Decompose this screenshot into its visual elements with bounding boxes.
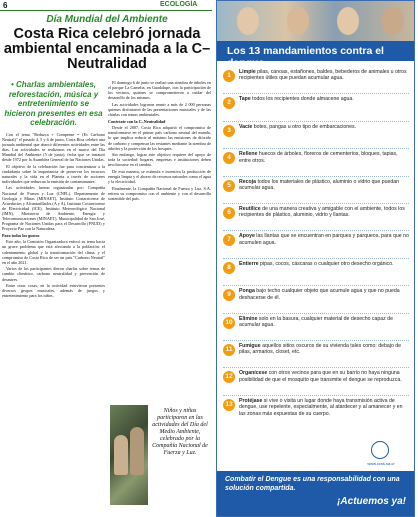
paragraph: Desde el 2007, Costa Rica adquirió el compromiso de transformarse en el primer país carbono neutral del mundo, lo que implica reducir al máximo las emisiones de dióxido de carbono y compensar las restantes mediante la siembra de árboles y la protección de los bosques.: [108, 125, 211, 151]
header-rule: [0, 10, 212, 11]
page-number: 6: [3, 1, 8, 10]
footer-cta: ¡Actuemos ya!: [337, 496, 406, 507]
logo-url: www.ccss.sa.cr: [367, 461, 395, 466]
ad-photo-banner: [217, 1, 414, 41]
paragraph: El objetivo de la celebración fue para concientizar a la ciudadanía sobre la importancia de preservar los recursos naturales y la vida en el Planeta a través de acciones individuales que reduzcan la emisión de contaminantes.: [2, 163, 105, 184]
section-label: ECOLOGÍA: [160, 1, 198, 8]
list-item: 1 Limpie pilas, canoas, estañones, baldes, bebederos de animales u otros recipientes útiles que puedan acumular agua.: [223, 67, 409, 94]
list-item: 11 Fumigue aquellos sitios oscuros de su vivienda tales como: debajo de pilas, armarios, closet, etc.: [223, 341, 409, 368]
paragraph: El domingo 6 de junio se realizó una siembra de árboles en el parque La Camelia, en Guadalupe, con la participación de los vecinos, quienes se comprometieron a cuidar del desarrollo de los mismos.: [108, 80, 211, 101]
mandamientos-list: [223, 67, 409, 423]
number-badge: 1: [223, 70, 235, 82]
subheading: Conéctate con la C–Neutralidad: [108, 118, 166, 124]
article-pullquote: • Charlas ambientales, reforestación, música y entretenimiento se hicieron presentes en esa celebración.: [4, 80, 103, 127]
number-badge: 13: [223, 399, 235, 411]
photo-caption-wrap: [150, 405, 210, 457]
list-item: 3 Vacíe botes, pangas u otro tipo de embarcaciones.: [223, 122, 409, 149]
paragraph: Sin embargo, lograr este objetivo requiere del apoyo de toda la sociedad: hogares, empresas e instituciones deben involucrarse en el cambio.: [108, 152, 211, 168]
paragraph: Las actividades lograron reunir a más de 2 000 personas quienes disfrutaron de las presentaciones musicales y de las charlas con temas ambientales.: [108, 101, 211, 118]
paragraph: Varios de los participantes dieron charlas sobre temas de cambio climático, carbono neutralidad y prevención de desastres.: [2, 266, 105, 282]
list-item: 4 Rellene huecos de árboles, floreros de cementerios, bloques, tapias, entre otros.: [223, 149, 409, 176]
photo-children: [110, 405, 148, 505]
ad-footer: [217, 471, 414, 516]
paragraph: De esta manera, se estimula e incentiva la producción de energía limpia y el ahorro de recursos naturales como el agua y la electricidad.: [108, 169, 211, 185]
paragraph: Entre otras cosas, en la actividad estuvieron presentes diversos grupos musicales, además de juegos y entretenimiento para los niños.: [2, 283, 105, 299]
number-badge: 7: [223, 234, 235, 246]
number-badge: 11: [223, 344, 235, 356]
number-badge: 3: [223, 125, 235, 137]
article-photo: [110, 405, 148, 505]
ccss-logo: [359, 441, 403, 467]
list-item: 12 Organícese con otros vecinos para que en su barrio no haya ninguna posibilidad de que el mosquito que transmite el dengue se reproduzca.: [223, 368, 409, 395]
number-badge: 12: [223, 371, 235, 383]
list-item: 2 Tape todos los recipientes donde almacene agua.: [223, 94, 409, 121]
number-badge: 6: [223, 207, 235, 219]
paragraph: Las actividades fueron organizadas por: Compañía Nacional de Fuerza y Luz (CNFL), Departamento de Geología y Minas (MINAET), Instituto Costarricense de Acueductos y Alcantarillados (A y A), Instituto Costarricense de Electricidad (ICE), Instituto Meteorológico Nacional (IMN), Ministerio de Ambiente, Energía y Telecomunicaciones (MINAET), Municipalidad de San José, Programa de Naciones Unidas para el Desarrollo (PNUD) y Proyecto Paz con la Naturaleza.: [2, 185, 105, 232]
article-kicker: Día Mundial del Ambiente: [46, 14, 168, 25]
paragraph: Finalmente, la Compañía Nacional de Fuerza y Luz, S.A. reitera su compromiso con el ambiente y con el desarrollo sostenible del país.: [108, 185, 211, 201]
ad-title: Los 13 mandamientos contra el dengue: [227, 45, 384, 69]
seal-icon: [371, 441, 389, 459]
list-item: 6 Reutilice de una manera creativa y amigable con el ambiente, todos los recipientes de plástico, aluminio, vidrio y llantas.: [223, 204, 409, 231]
list-item: 7 Apoye las llantas que se encuentran en parques y parqueos, para que no acumulen agua.: [223, 231, 409, 258]
paragraph: Este año, la Comisión Organizadora enfocó su tema hacia un grave problema que está afectando a la población: el calentamiento global y la transformación del clima, y el compromiso de Costa Rica de ser un país "Carbono Neutral" en el año 2021.: [2, 239, 105, 265]
article: [2, 14, 212, 299]
number-badge: 4: [223, 152, 235, 164]
number-badge: 2: [223, 97, 235, 109]
article-column-2: [108, 80, 211, 300]
article-columns: [2, 80, 212, 300]
number-badge: 8: [223, 262, 235, 274]
footer-message: Combatir el Dengue es una responsabilidad con una solución compartida.: [225, 476, 400, 492]
dengue-ad: [216, 0, 415, 517]
list-item: 10 Elimine solo en la basura, cualquier material de desecho capaz de acumular agua.: [223, 314, 409, 341]
article-column-1: [2, 80, 105, 300]
list-item: 13 Protéjase si vive o visita un lugar donde haya transmisión activa de dengue, use repelente, especialmente, al atardecer y al amanecer y en las zonas más expuestas de su cuerpo.: [223, 396, 409, 423]
subheading: Para todos los gustos: [2, 232, 40, 238]
number-badge: 10: [223, 317, 235, 329]
number-badge: 9: [223, 289, 235, 301]
list-item: 9 Ponga bajo techo cualquier objeto que acumule agua y que no pueda deshacerse de él.: [223, 286, 409, 313]
paragraph: Con el tema "Reduzca + Compense = (Es Carbono Neutral)" el pasado 4, 5 y 6 de junio, Costa Rica celebró una jornada ambiental que abarcó diferentes actividades entre las días. Las actividades se realizaron en el marco del Día Mundial del Ambiente (5 de junio), fecha que se instauró desde 1972 por la Asamblea General de las Naciones Unidas.: [2, 131, 105, 162]
list-item: 5 Recoja todos los materiales de plástico, aluminio o vidrio que puedan acumular agua.: [223, 177, 409, 204]
number-badge: 5: [223, 180, 235, 192]
article-headline: Costa Rica celebró jornada ambiental encaminada a la C–Neutralidad: [3, 26, 211, 72]
list-item: 8 Entierre pipas, cocos, cáscaras o cualquier otro desecho orgánico.: [223, 259, 409, 286]
photo-caption: Niños y niñas participaron en las actividades del Día del Medio Ambiente, celebrado por la Compañía Nacional de Fuerza y Luz.: [152, 408, 208, 456]
